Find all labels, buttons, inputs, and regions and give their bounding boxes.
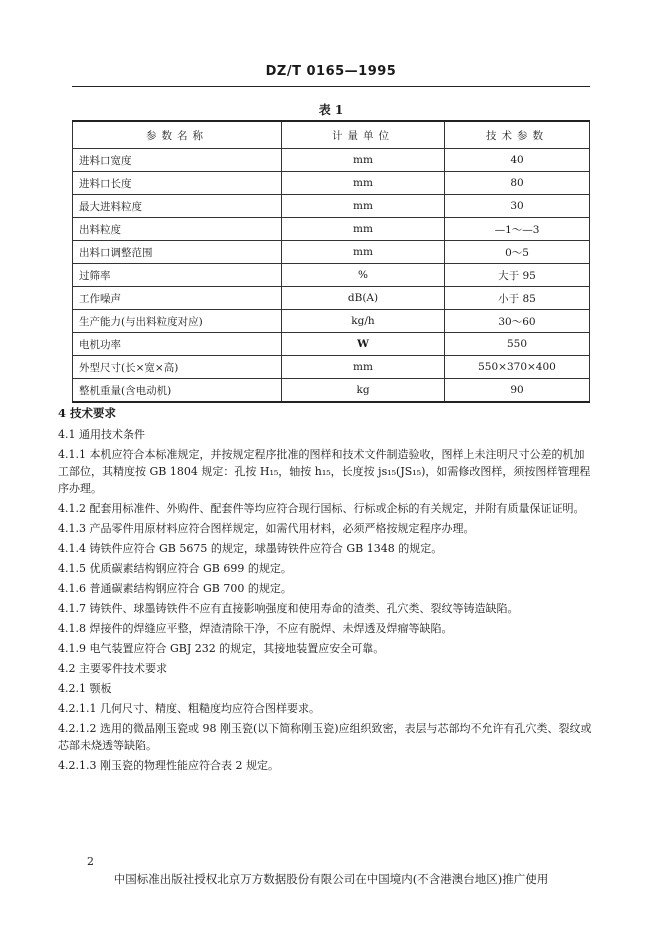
table-row xyxy=(73,264,590,287)
clause-4-2-1: 4.2.1 颚板 xyxy=(58,682,112,695)
cell-parameter: 出料口调整范围 xyxy=(73,241,282,264)
standard-code: DZ/T 0165—1995 xyxy=(265,64,397,79)
clause-4-1-5: 4.1.5 优质碳素结构钢应符合 GB 699 的规定。 xyxy=(58,562,292,575)
cell-parameter: 进料口长度 xyxy=(73,172,282,195)
clause-4-2-1-2: 4.2.1.2 选用的微晶刚玉瓷或 98 刚玉瓷(以下简称刚玉瓷)应组织致密，表层与芯部均不允许有孔穴类、裂纹或芯部未烧透等缺陷。 xyxy=(58,722,592,752)
cell-value: 550×370×400 xyxy=(445,356,590,379)
cell-parameter: 出料粒度 xyxy=(73,218,282,241)
clause-4-2: 4.2 主要零件技术要求 xyxy=(58,662,167,675)
column-header-unit: 计量单位 xyxy=(282,121,445,149)
cell-value: —1～—3 xyxy=(445,218,590,241)
cell-unit: kg/h xyxy=(282,310,445,333)
table-row xyxy=(73,287,590,310)
cell-value: 30 xyxy=(445,195,590,218)
cell-unit: kg xyxy=(282,379,445,403)
cell-parameter: 电机功率 xyxy=(73,333,282,356)
parameter-table xyxy=(72,120,590,403)
header-rule xyxy=(72,86,590,87)
cell-value: 90 xyxy=(445,379,590,403)
cell-value: 40 xyxy=(445,149,590,172)
page-number: 2 xyxy=(87,855,94,868)
clause-4-1-7: 4.1.7 铸铁件、球墨铸铁件不应有直接影响强度和使用寿命的渣类、孔穴类、裂纹等铸造缺陷。 xyxy=(58,602,519,615)
technical-requirements-section xyxy=(58,405,592,777)
cell-unit: W xyxy=(282,333,445,356)
cell-parameter: 过筛率 xyxy=(73,264,282,287)
table-row xyxy=(73,356,590,379)
clause-4-1-9: 4.1.9 电气装置应符合 GBJ 232 的规定，其接地装置应安全可靠。 xyxy=(58,642,385,655)
cell-unit: mm xyxy=(282,241,445,264)
section-heading: 4 技术要求 xyxy=(58,406,117,420)
cell-parameter: 生产能力(与出料粒度对应) xyxy=(73,310,282,333)
clause-4-1-6: 4.1.6 普通碳素结构钢应符合 GB 700 的规定。 xyxy=(58,582,292,595)
cell-parameter: 工作噪声 xyxy=(73,287,282,310)
table-title: 表 1 xyxy=(318,103,344,117)
cell-parameter: 整机重量(含电动机) xyxy=(73,379,282,403)
cell-unit: mm xyxy=(282,195,445,218)
table-header-row xyxy=(73,121,590,149)
cell-unit: dB(A) xyxy=(282,287,445,310)
clause-4-1-4: 4.1.4 铸铁件应符合 GB 5675 的规定，球墨铸铁件应符合 GB 1348 的规定。 xyxy=(58,542,443,555)
table-row xyxy=(73,149,590,172)
table-row xyxy=(73,241,590,264)
clause-4-2-1-3: 4.2.1.3 刚玉瓷的物理性能应符合表 2 规定。 xyxy=(58,759,279,772)
cell-parameter: 进料口宽度 xyxy=(73,149,282,172)
cell-value: 30～60 xyxy=(445,310,590,333)
column-header-value: 技术参数 xyxy=(445,121,590,149)
table-row xyxy=(73,172,590,195)
cell-unit: % xyxy=(282,264,445,287)
table-row xyxy=(73,379,590,403)
clause-4-1: 4.1 通用技术条件 xyxy=(58,428,145,441)
clause-4-1-1: 4.1.1 本机应符合本标准规定，并按规定程序批准的图样和技术文件制造验收，图样上未注明尺寸公差的机加工部位，其精度按 GB 1804 规定：孔按 H₁₅，轴按 h₁₅，长度按 js₁₅(JS₁₅)，如需修改图样，须按图样管理程序办理。 xyxy=(58,448,591,495)
clause-4-1-3: 4.1.3 产品零件用原材料应符合图样规定，如需代用材料，必须严格按规定程序办理。 xyxy=(58,522,475,535)
footer-note: 中国标准出版社授权北京万方数据股份有限公司在中国境内(不含港澳台地区)推广使用 xyxy=(113,872,549,886)
cell-parameter: 最大进料粒度 xyxy=(73,195,282,218)
cell-value: 550 xyxy=(445,333,590,356)
cell-value: 80 xyxy=(445,172,590,195)
cell-value: 小于 85 xyxy=(445,287,590,310)
cell-unit: mm xyxy=(282,218,445,241)
cell-value: 0～5 xyxy=(445,241,590,264)
cell-unit: mm xyxy=(282,172,445,195)
clause-4-2-1-1: 4.2.1.1 几何尺寸、精度、粗糙度均应符合图样要求。 xyxy=(58,702,320,715)
cell-parameter: 外型尺寸(长×宽×高) xyxy=(73,356,282,379)
table-row xyxy=(73,333,590,356)
table-row xyxy=(73,218,590,241)
table-row xyxy=(73,310,590,333)
clause-4-1-8: 4.1.8 焊接件的焊缝应平整，焊渣清除干净，不应有脱焊、未焊透及焊瘤等缺陷。 xyxy=(58,622,453,635)
cell-unit: mm xyxy=(282,149,445,172)
cell-unit: mm xyxy=(282,356,445,379)
cell-value: 大于 95 xyxy=(445,264,590,287)
column-header-parameter: 参数名称 xyxy=(73,121,282,149)
table-row xyxy=(73,195,590,218)
clause-4-1-2: 4.1.2 配套用标准件、外购件、配套件等均应符合现行国标、行标或企标的有关规定，并附有质量保证证明。 xyxy=(58,502,585,515)
